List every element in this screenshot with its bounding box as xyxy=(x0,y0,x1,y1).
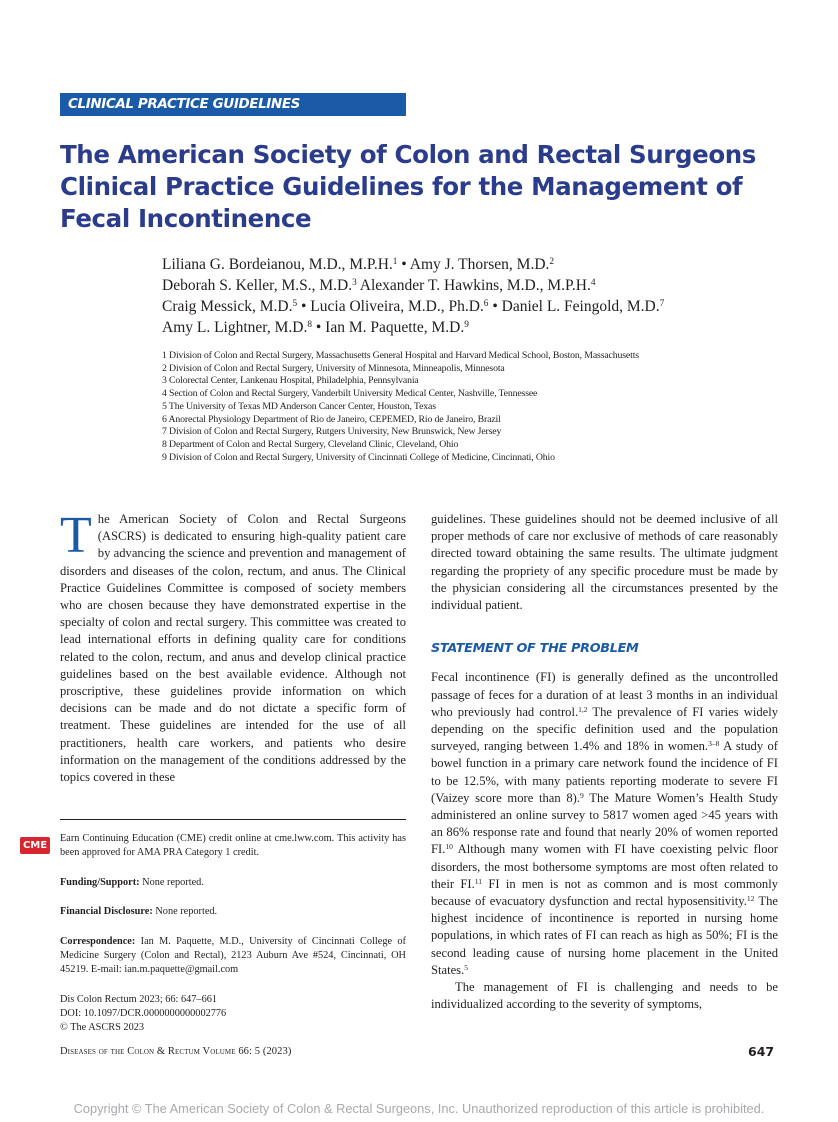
author-name: Daniel L. Feingold, M.D. xyxy=(501,298,660,315)
funding-label: Funding/Support: xyxy=(60,877,140,888)
author-separator: • xyxy=(300,298,307,315)
drop-cap: T xyxy=(60,507,92,564)
citation-doi: DOI: 10.1097/DCR.0000000000002776 xyxy=(60,1008,227,1019)
author-name: Lucia Oliveira, M.D., Ph.D. xyxy=(310,298,484,315)
author-affil-ref: 6 xyxy=(483,298,489,309)
citation-ref: 3–8 xyxy=(708,739,720,749)
author-name: Alexander T. Hawkins, M.D., M.P.H. xyxy=(359,277,591,294)
author-affil-ref: 5 xyxy=(292,298,298,309)
citation-ref: 10 xyxy=(445,842,453,852)
author-affil-ref: 1 xyxy=(392,256,398,267)
author-affil-ref: 7 xyxy=(659,298,665,309)
cme-note: Earn Continuing Education (CME) credit online at cme.lww.com. This activity has been approved for AMA PRA Category 1 credit. xyxy=(60,833,406,858)
author-line xyxy=(162,317,664,338)
author-name: Liliana G. Bordeianou, M.D., M.P.H. xyxy=(162,256,393,273)
correspondence-note xyxy=(60,935,406,977)
author-affil-ref: 4 xyxy=(590,277,596,288)
affiliation: 9 Division of Colon and Rectal Surgery, University of Cincinnati College of Medicine, Cincinnati, Ohio xyxy=(162,451,555,463)
funding-note xyxy=(60,876,406,890)
author-affil-ref: 2 xyxy=(549,256,555,267)
author-line xyxy=(162,254,664,275)
affiliation: 2 Division of Colon and Rectal Surgery, University of Minnesota, Minneapolis, Minnesota xyxy=(162,362,505,374)
affiliation-list xyxy=(162,350,639,464)
footnote-divider xyxy=(60,819,406,820)
section-banner xyxy=(60,93,406,116)
funding-value: None reported. xyxy=(139,877,204,888)
author-line xyxy=(162,296,664,317)
citation-ref: 12 xyxy=(746,893,755,903)
affiliation: 3 Colorectal Center, Lankenau Hospital, Philadelphia, Pennsylvania xyxy=(162,375,419,387)
author-name: Amy J. Thorsen, M.D. xyxy=(409,256,550,273)
disclosure-label: Financial Disclosure: xyxy=(60,906,153,917)
citation-ref: 1,2 xyxy=(578,704,588,714)
affiliation: 8 Department of Colon and Rectal Surgery, Cleveland Clinic, Cleveland, Ohio xyxy=(162,438,459,450)
correspondence-label: Correspondence: xyxy=(60,936,136,947)
author-name: Amy L. Lightner, M.D. xyxy=(162,319,308,336)
affiliation: 7 Division of Colon and Rectal Surgery, Rutgers University, New Brunswick, New Jersey xyxy=(162,426,502,438)
article-title: The American Society of Colon and Rectal Surgeons Clinical Practice Guidelines for the Management of Fecal Incontinence xyxy=(60,140,756,233)
management-paragraph: The management of FI is challenging and needs to be individualized according to the severity of symptoms, xyxy=(431,980,778,1012)
citation-copyright: © The ASCRS 2023 xyxy=(60,1022,145,1033)
citation-ref: 9 xyxy=(580,790,584,800)
disclosure-note xyxy=(60,905,406,919)
intro-continuation: guidelines. These guidelines should not be deemed inclusive of all proper methods of care nor exclusive of methods of care reasonably directed toward obtaining the same results. The ultimate judgment regarding the propriety of any specific procedure must be made by the physician considering all the circumstances presented by the individual patient. xyxy=(431,512,778,613)
citation-block xyxy=(60,993,406,1035)
affiliation: 4 Section of Colon and Rectal Surgery, Vanderbilt University Medical Center, Nashville, Tennessee xyxy=(162,388,538,400)
copyright-notice: Copyright © The American Society of Colon & Rectal Surgeons, Inc. Unauthorized reproduction of this article is prohibited. xyxy=(73,1101,765,1116)
intro-text: he American Society of Colon and Rectal Surgeons (ASCRS) is dedicated to ensuring high-quality patient care by advancing the science and prevention and management of disorders and diseases of the colon, rectum, and anus. The Clinical Practice Guidelines Committee is composed of society members who are chosen because they have demonstrated expertise in the specialty of colon and rectal surgery. This committee was created to lead international efforts in defining quality care for conditions related to the colon, rectum, and anus and develop clinical practice guidelines based on the best available evidence. Although not proscriptive, these guidelines provide information on which decisions can be made and do not dictate a specific form of treatment. These guidelines are intended for the use of all practitioners, health care workers, and patients who desire information on the management of the conditions addressed by the topics covered in these xyxy=(60,512,406,785)
citation-ref: 5 xyxy=(464,962,469,972)
running-footer: Diseases of the Colon & Rectum Volume 66: 5 (2023) xyxy=(60,1046,292,1057)
author-list xyxy=(162,254,664,338)
citation-journal: Dis Colon Rectum 2023; 66: 647–661 xyxy=(60,994,218,1005)
affiliation: 5 The University of Texas MD Anderson Cancer Center, Houston, Texas xyxy=(162,400,436,412)
correspondence-value: Ian M. Paquette, M.D., University of Cincinnati College of Medicine Surgery (Colon and Rectal), 2123 Auburn Ave #524, Cincinnati, OH 45219. E-mail: ian.m.paquette@gmail.com xyxy=(60,936,406,975)
affiliation: 6 Anorectal Physiology Department of Rio de Janeiro, CEPEMED, Rio de Janeiro, Brazil xyxy=(162,413,501,425)
disclosure-value: None reported. xyxy=(152,906,218,917)
right-column xyxy=(431,511,778,1013)
author-line xyxy=(162,275,664,296)
author-separator: • xyxy=(315,319,322,336)
author-affil-ref: 8 xyxy=(307,319,312,330)
page-number: 647 xyxy=(748,1044,775,1059)
author-separator: • xyxy=(401,256,407,273)
citation-ref: 11 xyxy=(474,876,483,886)
section-heading: STATEMENT OF THE PROBLEM xyxy=(431,641,639,657)
author-affil-ref: 9 xyxy=(464,319,469,330)
author-name: Ian M. Paquette, M.D. xyxy=(325,319,465,336)
cme-badge: CME xyxy=(20,837,50,854)
author-name: Craig Messick, M.D. xyxy=(162,298,293,315)
banner-label: CLINICAL PRACTICE GUIDELINES xyxy=(68,96,300,112)
author-name: Deborah S. Keller, M.S., M.D. xyxy=(162,277,353,294)
author-separator: • xyxy=(492,298,498,315)
author-affil-ref: 3 xyxy=(352,277,357,288)
left-column xyxy=(60,507,406,786)
intro-paragraph xyxy=(60,507,406,786)
problem-paragraph: Fecal incontinence (FI) is generally defined as the uncontrolled passage of feces for a duration of at least 3 months in an individual who previously had control.$^{1,2}$ The prevalence of FI varies widely depending on the specific definition used and the population surveyed, ranging between 1.4% and 18% in women.$^{3-8}$ A study of bowel function in a primary care network found the incidence of FI to be 12.5%, with many patients reporting moderate to severe FI (Vaizey score more than 8).$^9$ The Mature Women’s Health Study administered an online survey to 5817 women aged >45 years with an 86% response rate and found that nearly 20% of women reported FI.$^{10}$ Although many women with FI have coexisting pelvic floor disorders, the most bothersome symptoms are most often related to their FI.$^{11}$ FI in men is not as common and is most commonly because of evacuatory dysfunction and rectal hyposensitivity.$^{12}$ The highest incidence of incontinence is reported in nursing home populations, in which rates of FI can reach as high as 50%; FI is the second leading cause of nursing home placement in the United States.$^5$ xyxy=(431,670,778,977)
affiliation: 1 Division of Colon and Rectal Surgery, Massachusetts General Hospital and Harvard Medical School, Boston, Massachusetts xyxy=(162,350,639,361)
